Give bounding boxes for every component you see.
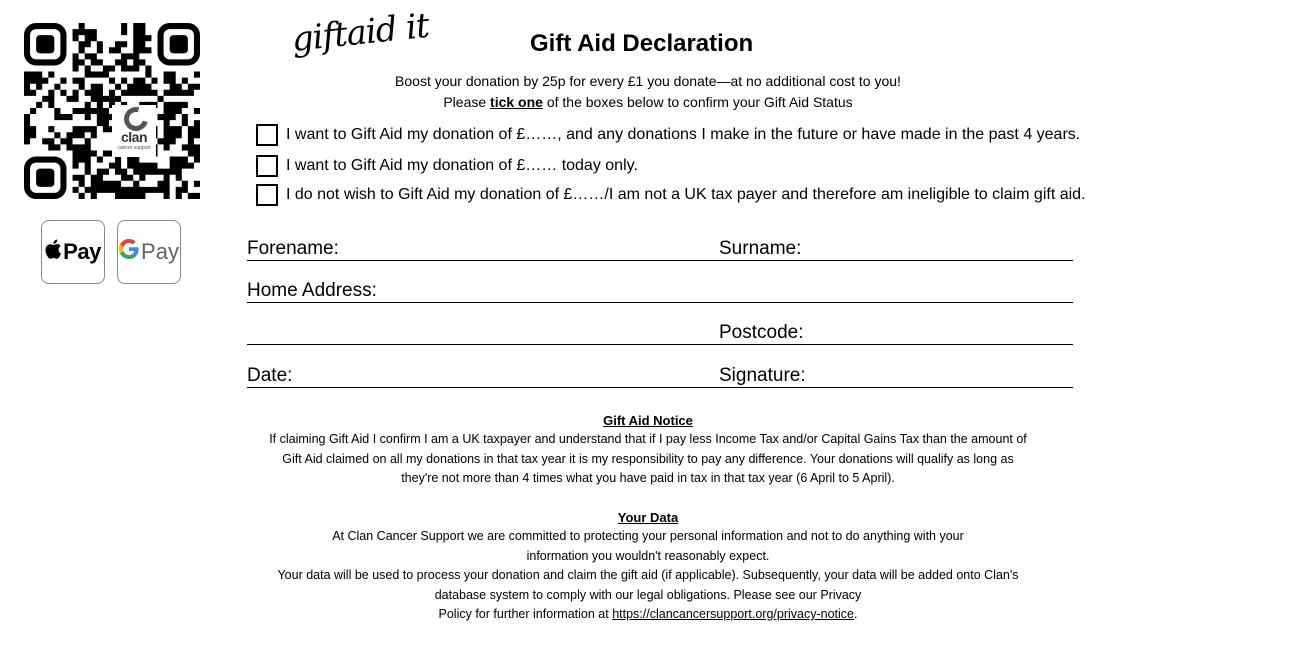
intro-line: Boost your donation by 25p for every £1 you donate—at no additional cost to you! [395,73,901,89]
option-decline [256,184,1086,206]
privacy-notice-link[interactable]: https://clancancersupport.org/privacy-notice [612,607,854,622]
clan-logo-subtitle: cancer support [117,145,151,151]
page-title: Gift Aid Declaration [530,30,754,57]
clan-logo-word: clan [120,129,147,145]
option-checkbox-3[interactable] [256,184,278,206]
address-postcode-line[interactable] [247,344,1073,345]
gift-aid-notice [240,411,1056,489]
instruction-emphasis: tick one [490,94,543,110]
apple-pay-label: Pay [63,239,101,264]
notice-line: If claiming Gift Aid I confirm I am a UK taxpayer and understand that if I pay less Income Tax and/or Capital Gains Tax than the amount of [269,432,1027,447]
google-pay-button[interactable] [117,220,181,284]
apple-icon [45,239,62,265]
data-line-post: . [854,607,858,622]
option-today-only [256,155,638,177]
home-address-label: Home Address: [247,280,377,301]
apple-pay-button[interactable] [41,220,105,284]
data-line: Your data will be used to process your donation and claim the gift aid (if applicable). Subsequently, your data will be added onto Clan's [277,568,1019,583]
date-label: Date: [247,365,293,386]
your-data-section [240,508,1056,624]
data-line: database system to comply with our legal obligations. Please see our Privacy [434,587,862,602]
clan-logo [112,105,156,157]
instruction-line [240,94,1056,110]
surname-label: Surname: [719,238,802,259]
option-checkbox-2[interactable] [256,155,278,177]
qr-code [24,23,200,199]
notice-line: Gift Aid claimed on all my donations in that tax year it is my responsibility to pay any difference. Your donations will qualify as long as [282,451,1014,466]
your-data-heading: Your Data [617,510,679,525]
forename-label: Forename: [247,238,339,259]
instruction-post: of the boxes below to confirm your Gift Aid Status [542,94,853,110]
option-label-1: I want to Gift Aid my donation of £……, and any donations I make in the future or have made in the past 4 years. [286,126,1081,143]
data-line: information you wouldn't reasonably expect. [526,548,770,563]
giftaid-logo: giftaid it [289,5,431,60]
option-checkbox-1[interactable] [256,124,278,146]
gift-aid-notice-heading: Gift Aid Notice [603,413,693,428]
notice-line: they're not more than 4 times what you have paid in tax in that tax year (6 April to 5 April). [401,471,895,486]
data-line-with-link [240,605,1056,624]
data-line: At Clan Cancer Support we are committed to protecting your personal information and not to do anything with your [332,529,964,544]
option-label-2: I want to Gift Aid my donation of £…… today only. [286,157,638,174]
home-address-line[interactable] [247,302,1073,303]
instruction-pre: Please [443,94,491,110]
signature-label: Signature: [719,365,806,386]
option-label-3: I do not wish to Gift Aid my donation of £……/I am not a UK tax payer and therefore am ineligible to claim gift aid. [286,186,1086,203]
forename-surname-line[interactable] [247,260,1073,261]
data-line-pre: Policy for further information at [438,607,613,622]
postcode-label: Postcode: [719,322,804,343]
date-signature-line[interactable] [247,387,1073,388]
option-future-and-past [256,124,1080,146]
google-pay-label: Pay [141,239,179,264]
google-g-icon [119,239,139,265]
